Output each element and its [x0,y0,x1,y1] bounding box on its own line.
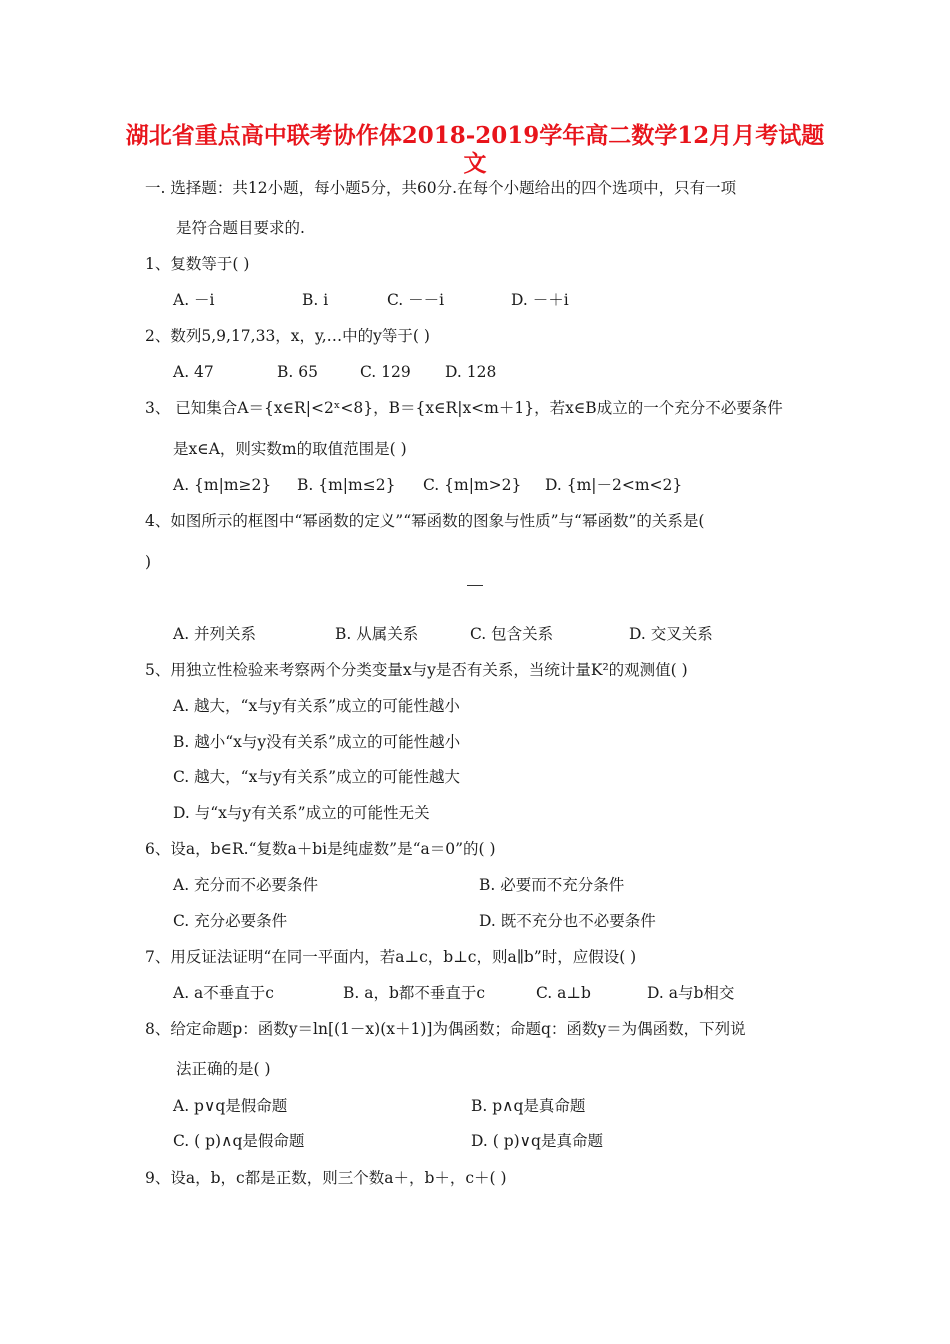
question-2-option-b: B. 65 [277,363,318,381]
question-1-stem: 1、复数等于( ) [145,255,250,273]
question-8-option-c: C. ( p)∧q是假命题 [173,1132,305,1150]
question-4-option-b: B. 从属关系 [335,625,419,643]
question-8-stem-continued: 法正确的是( ) [176,1060,271,1078]
question-5-option-b: B. 越小“x与y没有关系”成立的可能性越小 [173,733,461,751]
question-1-option-d: D. －＋i [511,291,569,309]
question-2-stem: 2、数列5,9,17,33，x，y,…中的y等于( ) [145,327,430,345]
question-2-option-d: D. 128 [445,363,497,381]
question-2-option-a: A. 47 [173,363,214,381]
question-4-option-a: A. 并列关系 [173,625,257,643]
question-8-option-b: B. p∧q是真命题 [471,1097,586,1115]
question-6-option-a: A. 充分而不必要条件 [173,876,319,894]
question-2-option-c: C. 129 [360,363,411,381]
question-3-option-c: C. {m|m>2} [423,476,522,494]
figure-placeholder-mark [467,585,483,586]
question-8-stem: 8、给定命题p：函数y＝ln[(1－x)(x＋1)]为偶函数；命题q：函数y＝为偶函数，下列说 [145,1020,746,1038]
question-1-option-c: C. －－i [387,291,445,309]
question-7-option-c: C. a⊥b [536,984,591,1002]
question-6-stem: 6、设a，b∈R.“复数a＋bi是纯虚数”是“a＝0”的( ) [145,840,496,858]
question-4-stem: 4、如图所示的框图中“幂函数的定义”“幂函数的图象与性质”与“幂函数”的关系是( [145,512,705,530]
section-heading-continued: 是符合题目要求的. [176,219,305,237]
question-1-option-b: B. i [302,291,329,309]
question-3-option-b: B. {m|m≤2} [297,476,396,494]
question-5-option-c: C. 越大，“x与y有关系”成立的可能性越大 [173,768,461,786]
question-7-option-b: B. a，b都不垂直于c [343,984,486,1002]
question-3-stem: 3、 已知集合A＝{x∈R|<2ˣ<8}，B＝{x∈R|x<m＋1}，若x∈B成立的一个充分不必要条件 [145,399,783,417]
question-7-stem: 7、用反证法证明“在同一平面内，若a⊥c，b⊥c，则a∥b”时，应假设( ) [145,948,637,966]
question-3-stem-continued: 是x∈A，则实数m的取值范围是( ) [173,440,407,458]
document-title-continued: 文 [463,150,487,177]
question-7-option-a: A. a不垂直于c [173,984,274,1002]
question-5-option-a: A. 越大，“x与y有关系”成立的可能性越小 [173,697,460,715]
question-7-option-d: D. a与b相交 [647,984,735,1002]
question-8-option-d: D. ( p)∨q是真命题 [471,1132,603,1150]
question-6-option-d: D. 既不充分也不必要条件 [479,912,656,930]
question-9-stem: 9、设a，b，c都是正数，则三个数a＋，b＋，c＋( ) [145,1169,507,1187]
question-5-option-d: D. 与“x与y有关系”成立的可能性无关 [173,804,430,822]
question-4-option-c: C. 包含关系 [470,625,554,643]
question-3-option-d: D. {m|－2<m<2} [545,476,683,494]
question-5-stem: 5、用独立性检验来考察两个分类变量x与y是否有关系，当统计量K²的观测值( ) [145,661,688,679]
section-heading: 一. 选择题：共12小题，每小题5分，共60分.在每个小题给出的四个选项中，只有一项 [145,179,737,197]
question-3-option-a: A. {m|m≥2} [173,476,272,494]
question-8-option-a: A. p∨q是假命题 [173,1097,288,1115]
question-4-option-d: D. 交叉关系 [629,625,713,643]
question-4-stem-continued: ) [145,553,152,571]
question-1-option-a: A. －i [173,291,215,309]
question-6-option-c: C. 充分必要条件 [173,912,288,930]
question-6-option-b: B. 必要而不充分条件 [479,876,625,894]
document-title: 湖北省重点高中联考协作体2018-2019学年高二数学12月月考试题 [125,122,825,149]
